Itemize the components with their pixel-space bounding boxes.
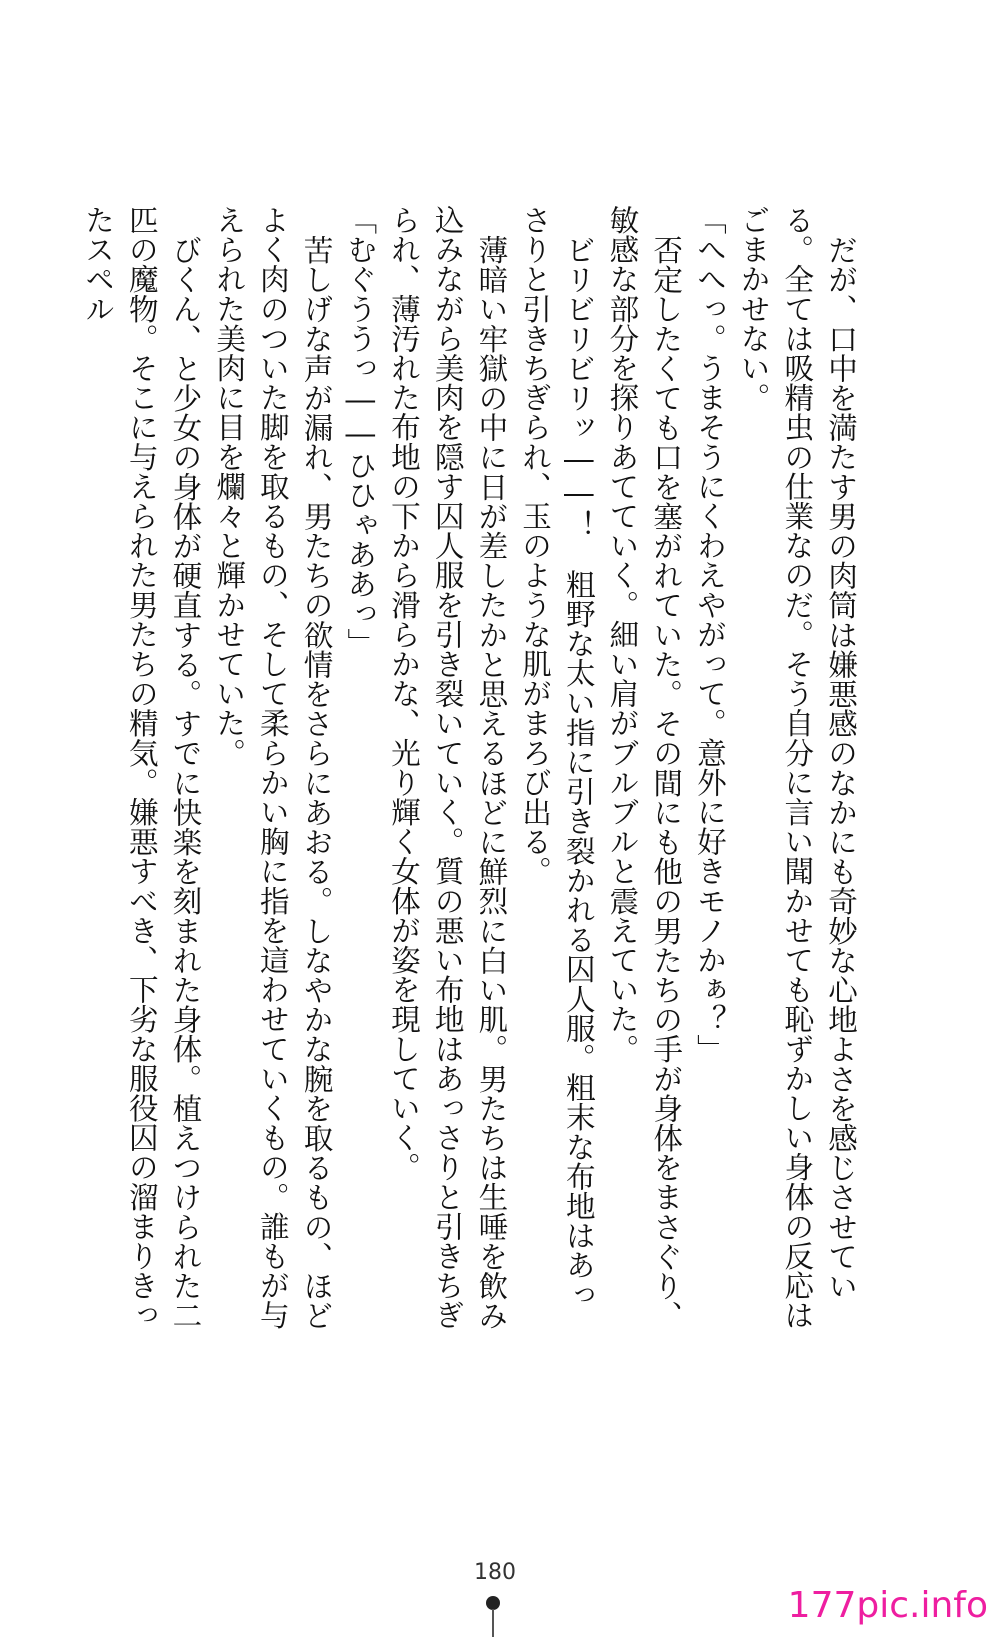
- paragraph-7: 苦しげな声が漏れ、男たちの欲情をさらにあおる。しなやかな腕を取るもの、ほどよく肉のついた脚を取るもの、そして柔らかい胸に指を這わせていくもの。誰もが与えられた美肉に目を爛々と輝かせていた。: [212, 205, 334, 1330]
- page-marker-dot-icon: [486, 1596, 500, 1610]
- paragraph-1: だが、口中を満たす男の肉筒は嫌悪感のなかにも奇妙な心地よさを感じさせている。全ては吸精虫の仕業なのだ。そう自分に言い聞かせても恥ずかしい身体の反応はごまかせない。: [736, 205, 858, 1330]
- paragraph-6-dialogue: 「むぐううっ――ひひゃああっ」: [343, 205, 378, 658]
- page-number: 180: [474, 1560, 516, 1585]
- paragraph-8: びくん、と少女の身体が硬直する。すでに快楽を刻まれた身体。植えつけられた二匹の魔物。そこに与えられた男たちの精気。嫌悪すべき、下劣な服役囚の溜まりきったスペル: [81, 205, 203, 1330]
- page-body-text: [75, 205, 862, 1330]
- paragraph-5: 薄暗い牢獄の中に日が差したかと思えるほどに鮮烈に白い肌。男たちは生唾を飲み込みながら美肉を隠す囚人服を引き裂いていく。質の悪い布地はあっさりと引きちぎられ、薄汚れた布地の下から滑らかな、光り輝く女体が姿を現していく。: [386, 205, 509, 1330]
- paragraph-2-dialogue: 「へへっ。うまそうにくわえやがって。意外に好きモノかぁ？」: [692, 205, 727, 1064]
- paragraph-4: ビリビリビリッ――！ 粗野な太い指に引き裂かれる囚人服。粗末な布地はあっさりと引きちぎられ、玉のような肌がまろび出る。: [518, 205, 596, 1309]
- page-marker-line: [492, 1609, 494, 1637]
- paragraph-3: 否定したくても口を塞がれていた。その間にも他の男たちの手が身体をまさぐり、敏感な部分を探りあてていく。細い肩がブルブルと震えていた。: [605, 205, 684, 1330]
- watermark: 177pic.info: [787, 1585, 988, 1626]
